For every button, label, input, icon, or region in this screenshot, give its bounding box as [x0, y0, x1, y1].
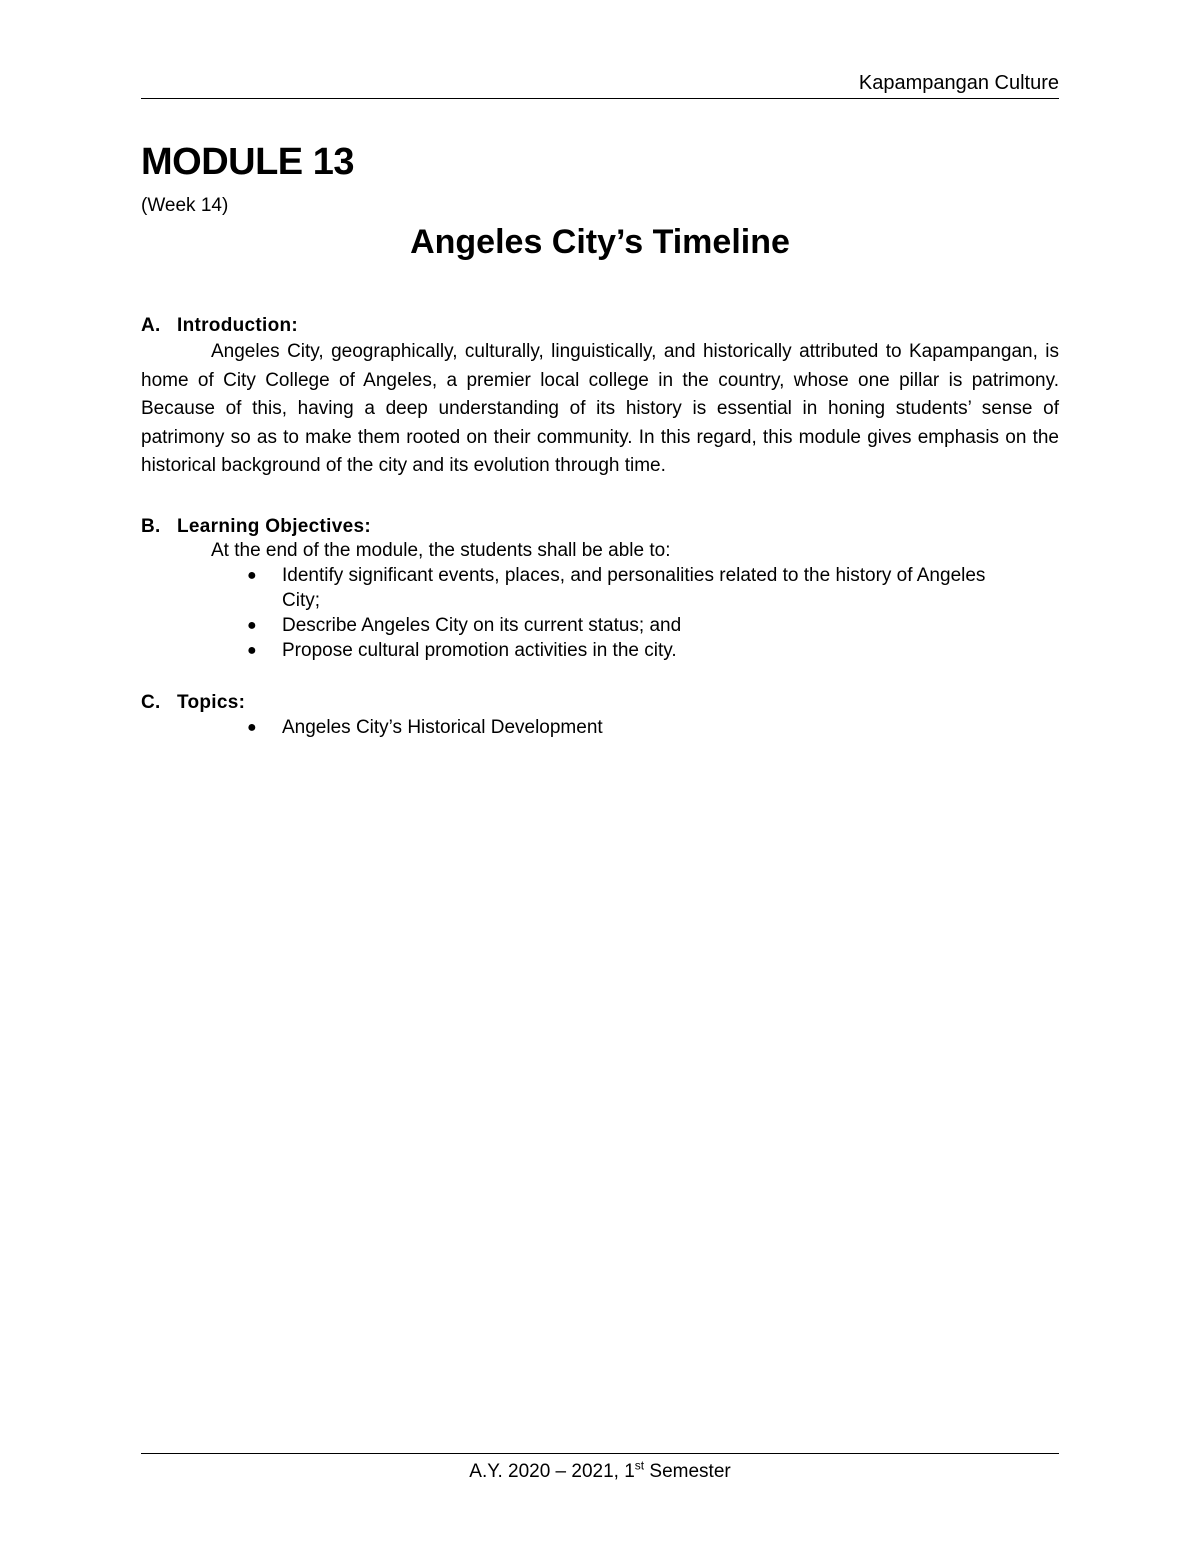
section-heading-topics — [141, 691, 1059, 715]
page-footer — [141, 1453, 1059, 1484]
topic-text: Angeles City’s Historical Development — [282, 716, 603, 738]
objective-text: Describe Angeles City on its current status; and — [282, 614, 682, 636]
list-item — [211, 715, 1002, 740]
section-heading-text: Learning Objectives: — [177, 515, 371, 537]
section-letter: B. — [141, 515, 161, 537]
footer-suffix: Semester — [644, 1461, 731, 1482]
objective-text: Identify significant events, places, and personalities related to the history of Angeles City; — [282, 564, 986, 611]
objectives-list — [141, 563, 1059, 663]
section-letter: C. — [141, 691, 161, 713]
bullet-icon: ● — [247, 641, 257, 659]
page-header — [141, 70, 1059, 99]
section-heading-text: Topics: — [177, 691, 246, 713]
section-heading-objectives — [141, 515, 1059, 539]
module-title: MODULE 13 — [141, 141, 354, 183]
page-title: Angeles City’s Timeline — [410, 223, 790, 261]
section-introduction — [141, 314, 1059, 481]
footer-superscript: st — [634, 1458, 645, 1473]
week-label: (Week 14) — [141, 195, 229, 216]
section-topics — [141, 691, 1059, 740]
section-learning-objectives — [141, 515, 1059, 663]
topics-list — [141, 715, 1059, 740]
bullet-icon: ● — [247, 566, 257, 584]
footer-text: A.Y. 2020 – 2021, 1 — [469, 1461, 635, 1482]
section-letter: A. — [141, 315, 161, 336]
introduction-paragraph: Angeles City, geographically, culturally, linguistically, and historically attributed to Kapampangan, is home of City College of Angeles, a premier local college in the country, whose one pillar is patrimony. Because of this, having a deep understanding of its history is essential in honing students’ sense of patrimony so as to make them rooted on their community. In this regard, this module gives emphasis on the historical background of the city and its evolution through time. — [141, 341, 1059, 477]
list-item — [211, 613, 1002, 638]
bullet-icon: ● — [247, 616, 257, 634]
document-body — [141, 140, 1059, 740]
list-item — [211, 563, 1002, 613]
running-title: Kapampangan Culture — [858, 72, 1059, 94]
objective-text: Propose cultural promotion activities in the city. — [282, 639, 677, 661]
section-heading-text: Introduction: — [177, 315, 299, 336]
bullet-icon: ● — [247, 718, 257, 736]
list-item — [211, 638, 1002, 663]
section-heading-introduction — [141, 314, 1059, 338]
academic-year-label — [141, 1460, 1059, 1484]
objectives-lead: At the end of the module, the students shall be able to: — [211, 539, 671, 561]
